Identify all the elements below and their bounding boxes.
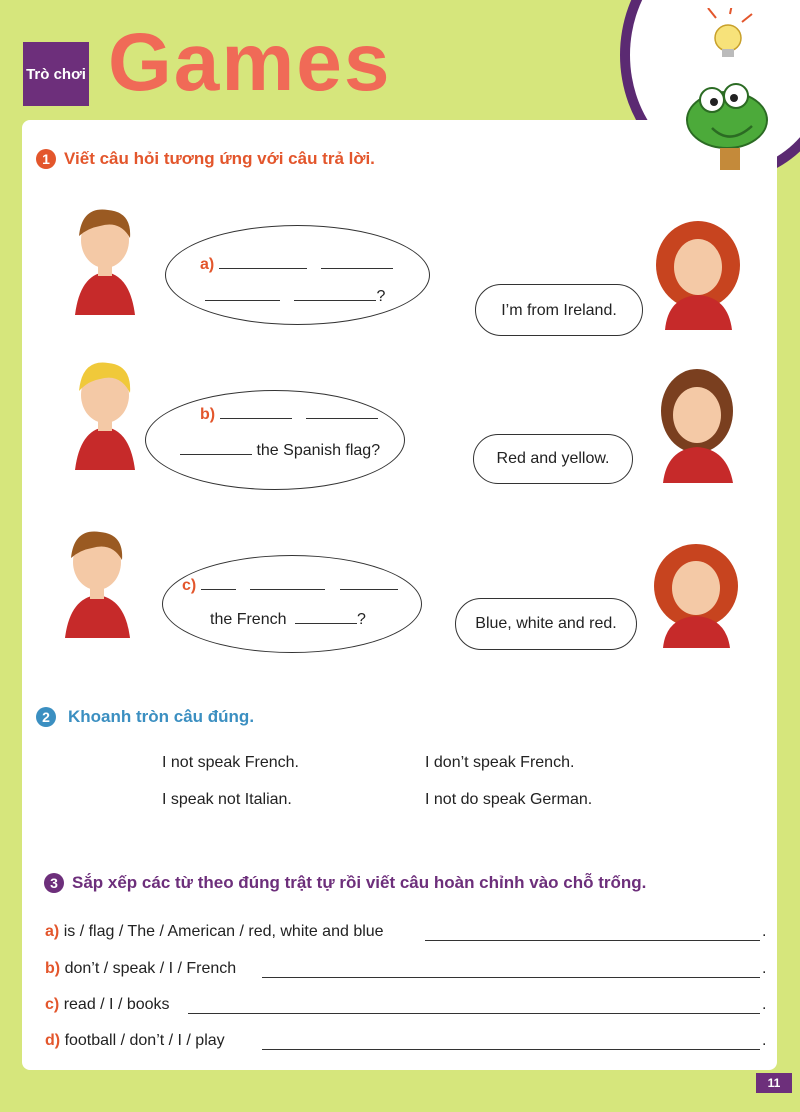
answer-line[interactable] [425, 940, 760, 941]
girl-brown-hair-avatar [655, 365, 740, 483]
word-list: read / I / books [63, 996, 170, 1013]
period: . [762, 996, 767, 1013]
item-b-label: b) [45, 960, 61, 977]
boy-avatar-c [55, 520, 140, 638]
section-1-heading: Viết câu hỏi tương ứng với câu trả lời. [64, 149, 375, 168]
page-number: 11 [756, 1073, 792, 1093]
speech-bubble-b [145, 390, 405, 490]
item-a-label: a) [45, 923, 60, 940]
sentence-option[interactable]: I don’t speak French. [425, 754, 575, 771]
answer-b-text: Red and yellow. [496, 450, 610, 467]
girl-avatar [650, 215, 745, 330]
answer-blank[interactable] [180, 454, 252, 455]
frog-mascot-icon [672, 8, 782, 176]
word-list: don’t / speak / I / French [64, 960, 237, 977]
item-c-text: the French [210, 611, 287, 628]
item-c-label: c) [182, 577, 197, 594]
blond-boy-avatar [70, 355, 140, 470]
answer-line[interactable] [262, 977, 760, 978]
section-1-number: 1 [36, 149, 56, 169]
item-d-label: d) [45, 1032, 61, 1049]
answer-blank[interactable] [201, 589, 236, 590]
item-a-label: a) [200, 256, 215, 273]
section-2-number: 2 [36, 707, 56, 727]
answer-blank[interactable] [340, 589, 398, 590]
period: . [762, 1032, 767, 1049]
section-2-heading: Khoanh tròn câu đúng. [68, 707, 255, 726]
answer-blank[interactable] [321, 268, 393, 269]
answer-blank[interactable] [294, 300, 376, 301]
question-mark: ? [376, 288, 386, 305]
answer-blank[interactable] [306, 418, 378, 419]
sentence-option[interactable]: I not speak French. [162, 754, 299, 771]
girl-avatar-c [648, 540, 743, 648]
speech-bubble-c [162, 555, 422, 653]
question-mark: ? [356, 611, 366, 628]
answer-c-text: Blue, white and red. [475, 615, 617, 632]
answer-a-text: I’m from Ireland. [501, 302, 617, 319]
section-tag: Trò chơi [23, 42, 89, 106]
answer-blank[interactable] [220, 418, 292, 419]
sentence-option[interactable]: I not do speak German. [425, 791, 593, 808]
period: . [762, 960, 767, 977]
answer-blank[interactable] [295, 623, 357, 624]
item-c-label: c) [45, 996, 60, 1013]
answer-line[interactable] [262, 1049, 760, 1050]
answer-blank[interactable] [250, 589, 325, 590]
period: . [762, 923, 767, 940]
section-3-heading: Sắp xếp các từ theo đúng trật tự rồi viết câu hoàn chỉnh vào chỗ trống. [72, 873, 647, 892]
word-list: football / don’t / I / play [64, 1032, 225, 1049]
item-b-text: the Spanish flag [256, 442, 372, 459]
page-title: Games [108, 17, 392, 108]
item-b-label: b) [200, 406, 216, 423]
answer-blank[interactable] [219, 268, 307, 269]
answer-blank[interactable] [205, 300, 280, 301]
speech-bubble-a [165, 225, 430, 325]
section-3-number: 3 [44, 873, 64, 893]
sentence-option[interactable]: I speak not Italian. [162, 791, 292, 808]
question-mark: ? [371, 442, 381, 459]
word-list: is / flag / The / American / red, white and blue [63, 923, 384, 940]
answer-line[interactable] [188, 1013, 760, 1014]
boy-avatar [70, 200, 140, 315]
